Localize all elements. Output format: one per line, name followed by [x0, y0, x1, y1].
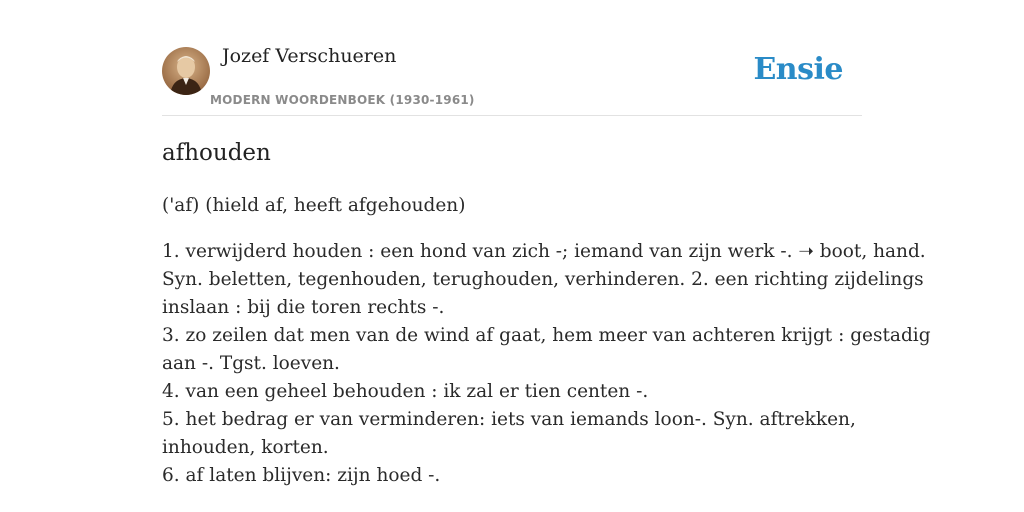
headword: afhouden [162, 140, 271, 166]
author-name[interactable]: Jozef Verschueren [222, 45, 397, 67]
definition-line: 3. zo zeilen dat men van de wind af gaat, hem meer van achteren krijgt : gestadig [162, 325, 931, 346]
avatar-portrait [162, 47, 210, 95]
definition-line: 6. af laten blijven: zijn hoed -. [162, 465, 441, 486]
author-avatar[interactable] [162, 47, 210, 95]
definition-line: 4. van een geheel behouden : ik zal er tien centen -. [162, 381, 649, 402]
definition-body [162, 192, 931, 490]
brand-logo[interactable]: Ensie [753, 52, 843, 87]
pronunciation: ('af) (hield af, heeft afgehouden) [162, 195, 466, 216]
definition-line: 1. verwijderd houden : een hond van zich -; iemand van zijn werk -. ➝ boot, hand. [162, 241, 926, 262]
definition-line: inslaan : bij die toren rechts -. [162, 297, 445, 318]
definition-line: aan -. Tgst. loeven. [162, 353, 340, 374]
spacer [162, 220, 872, 238]
definition-line: Syn. beletten, tegenhouden, terughouden, verhinderen. 2. een richting zijdelings [162, 269, 924, 290]
source-label[interactable]: MODERN WOORDENBOEK (1930-1961) [210, 93, 475, 107]
definition-line: inhouden, korten. [162, 437, 329, 458]
header [162, 44, 862, 116]
definition-line: 5. het bedrag er van verminderen: iets van iemands loon-. Syn. aftrekken, [162, 409, 856, 430]
